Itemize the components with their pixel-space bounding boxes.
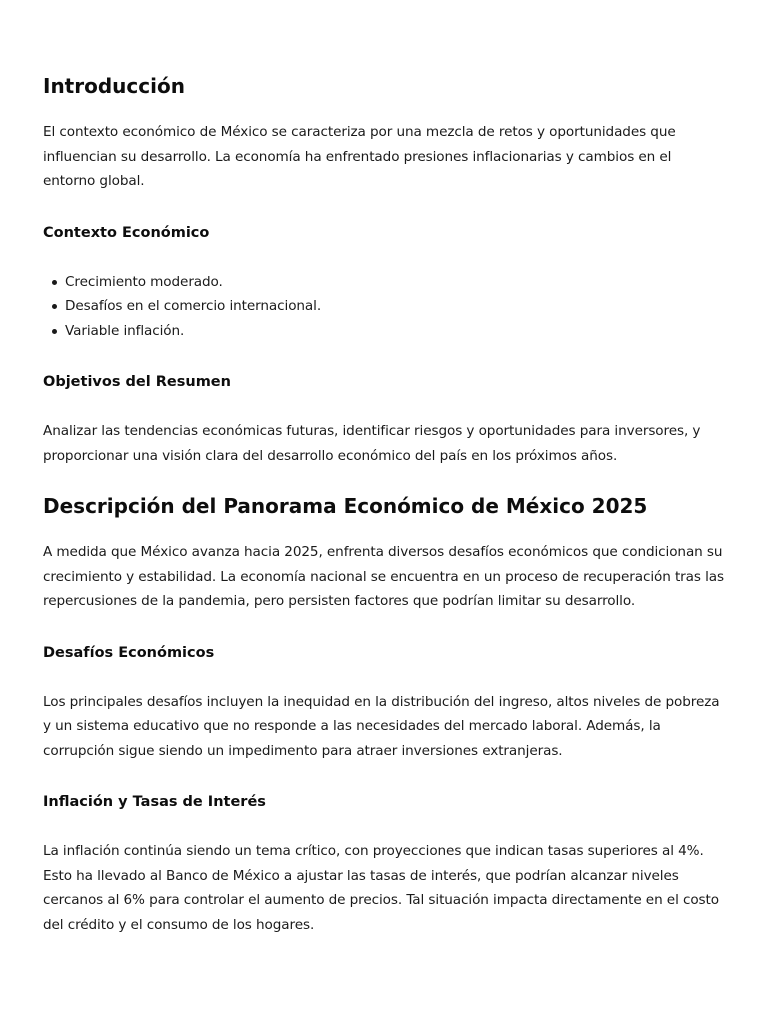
list-item: Desafíos en el comercio internacional. [65,294,726,319]
panorama-paragraph: A medida que México avanza hacia 2025, enfrenta diversos desafíos económicos que condicionan su crecimiento y estabilidad. La economía nacional se encuentra en un proceso de recuperación tras las repercusiones de la pandemia, pero persisten factores que podrían limitar su desarrollo. [43,544,724,609]
inflacion-paragraph: La inflación continúa siendo un tema crítico, con proyecciones que indican tasas superiores al 4%. Esto ha llevado al Banco de México a ajustar las tasas de interés, que podrían alcanzar niveles cercanos al 6% para controlar el aumento de precios. Tal situación impacta directamente en el costo del crédito y el consumo de los hogares. [43,843,719,933]
objetivos-paragraph: Analizar las tendencias económicas futuras, identificar riesgos y oportunidades para inversores, y proporcionar una visión clara del desarrollo económico del país en los próximos años. [43,423,701,464]
desafios-paragraph: Los principales desafíos incluyen la inequidad en la distribución del ingreso, altos niveles de pobreza y un sistema educativo que no responde a las necesidades del mercado laboral. Además, la corrupción sigue siendo un impedimento para atraer inversiones extranjeras. [43,693,720,759]
intro-heading: Introducción [43,74,185,98]
panorama-heading: Descripción del Panorama Económico de México 2025 [43,494,648,518]
objetivos-heading: Objetivos del Resumen [43,374,231,390]
list-item: Crecimiento moderado. [65,270,726,295]
list-item: Variable inflación. [65,319,726,344]
intro-paragraph: El contexto económico de México se caracteriza por una mezcla de retos y oportunidades que influencian su desarrollo. La economía ha enfrentado presiones inflacionarias y cambios en el entorno global. [43,124,676,189]
inflacion-heading: Inflación y Tasas de Interés [43,794,266,810]
contexto-list [43,270,726,344]
contexto-heading: Contexto Económico [43,224,210,241]
desafios-heading: Desafíos Económicos [43,644,215,661]
